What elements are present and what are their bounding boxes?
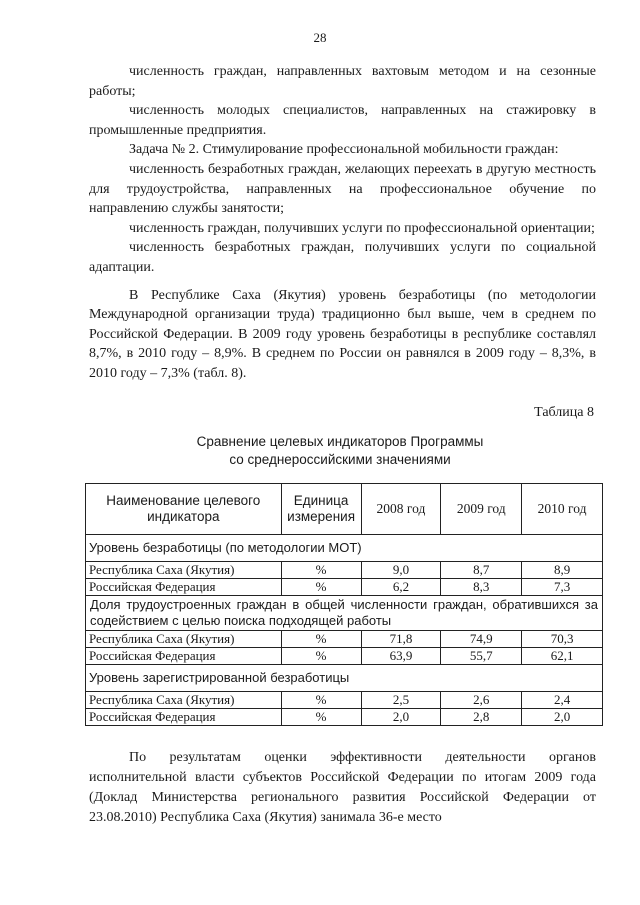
section-title: Уровень безработицы (по методологии МОТ) [86, 535, 603, 562]
value-2008: 9,0 [361, 562, 441, 579]
row-name: Российская Федерация [86, 648, 282, 665]
value-2010: 2,0 [522, 709, 603, 726]
closing-text [89, 748, 596, 828]
value-2010: 2,4 [522, 692, 603, 709]
value-2009: 8,7 [441, 562, 522, 579]
section-row [86, 596, 603, 631]
section-title: Доля трудоустроенных граждан в общей численности граждан, обратившихся за содействием с целью поиска подходящей работы [86, 596, 603, 631]
value-2008: 6,2 [361, 579, 441, 596]
value-2008: 2,0 [361, 709, 441, 726]
row-unit: % [281, 631, 361, 648]
table-row [86, 692, 603, 709]
row-unit: % [281, 692, 361, 709]
table-row [86, 579, 603, 596]
row-name: Республика Саха (Якутия) [86, 631, 282, 648]
value-2010: 70,3 [522, 631, 603, 648]
section-row [86, 665, 603, 692]
value-2009: 2,8 [441, 709, 522, 726]
row-name: Российская Федерация [86, 709, 282, 726]
table-row [86, 562, 603, 579]
value-2008: 63,9 [361, 648, 441, 665]
indicator-table [85, 483, 603, 726]
header-2010: 2010 год [522, 484, 603, 535]
table-caption-line-2: со среднероссийскими значениями [229, 452, 451, 467]
paragraph-young-specialists: численность молодых специалистов, направленных на стажировку в промышленные предприятия. [89, 103, 596, 138]
table-label: Таблица 8 [534, 405, 594, 420]
row-name: Российская Федерация [86, 579, 282, 596]
header-2008: 2008 год [361, 484, 441, 535]
row-unit: % [281, 579, 361, 596]
value-2008: 71,8 [361, 631, 441, 648]
table-caption-line-1: Сравнение целевых индикаторов Программы [196, 434, 484, 449]
value-2009: 74,9 [441, 631, 522, 648]
table-row [86, 631, 603, 648]
paragraph-orientation: численность граждан, получивших услуги по профессиональной ориентации; [129, 220, 595, 236]
table-row [86, 648, 603, 665]
value-2009: 2,6 [441, 692, 522, 709]
paragraph-task-2: Задача № 2. Стимулирование профессиональной мобильности граждан: [129, 142, 559, 158]
section-title: Уровень зарегистрированной безработицы [86, 665, 603, 692]
body-text [89, 62, 596, 384]
table-row [86, 709, 603, 726]
row-name: Республика Саха (Якутия) [86, 692, 282, 709]
value-2008: 2,5 [361, 692, 441, 709]
row-unit: % [281, 562, 361, 579]
table-caption [0, 433, 640, 469]
row-unit: % [281, 648, 361, 665]
value-2010: 8,9 [522, 562, 603, 579]
paragraph-unemployment-intro: В Республике Саха (Якутия) уровень безработицы (по методологии Международной организации труда) традиционно был выше, чем в среднем по Российской Федерации. В 2009 году уровень безработицы в республике составлял 8,7%, в 2010 году – 8,9%. В среднем по России он равнялся в 2009 году – 8,3%, в 2010 году – 7,3% (табл. 8). [89, 287, 596, 381]
section-row [86, 535, 603, 562]
page-number: 28 [313, 30, 327, 45]
paragraph-relocation: численность безработных граждан, желающих переехать в другую местность для трудоустройства, направленных на профессиональное обучение по направлению службы занятости; [89, 161, 596, 217]
value-2010: 62,1 [522, 648, 603, 665]
value-2009: 8,3 [441, 579, 522, 596]
table-header-row [86, 484, 603, 535]
row-unit: % [281, 709, 361, 726]
paragraph-efficiency-assessment: По результатам оценки эффективности деятельности органов исполнительной власти субъектов Российской Федерации по итогам 2009 года (Доклад Министерства регионального развития Российской Федерации от 23.08.2010) Республика Саха (Якутия) занимала 36-е место [89, 750, 596, 825]
header-2009: 2009 год [441, 484, 522, 535]
row-name: Республика Саха (Якутия) [86, 562, 282, 579]
paragraph-shift-workers: численность граждан, направленных вахтовым методом и на сезонные работы; [89, 64, 596, 99]
header-unit: Единица измерения [281, 484, 361, 535]
value-2009: 55,7 [441, 648, 522, 665]
value-2010: 7,3 [522, 579, 603, 596]
paragraph-adaptation: численность безработных граждан, получивших услуги по социальной адаптации. [89, 240, 596, 275]
header-indicator-name: Наименование целевого индикатора [86, 484, 282, 535]
